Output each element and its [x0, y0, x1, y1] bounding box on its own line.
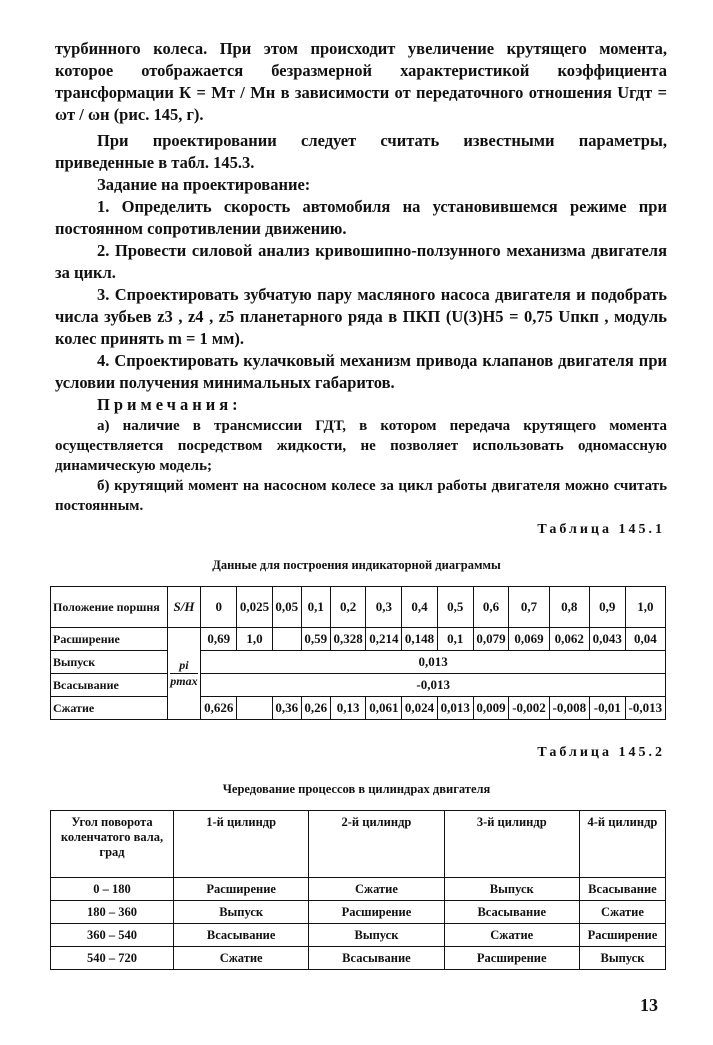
table-row [51, 901, 666, 924]
header-cell: 1,0 [625, 587, 665, 628]
cell: 0,013 [437, 697, 473, 720]
header-cell: 0,8 [549, 587, 589, 628]
ratio-denominator: pmax [170, 674, 198, 688]
cell [272, 628, 301, 651]
table-header-row [51, 811, 666, 878]
header-cell: 0,025 [237, 587, 273, 628]
cell: 0,1 [437, 628, 473, 651]
cell: -0,013 [625, 697, 665, 720]
header-cell: 0,4 [402, 587, 438, 628]
cell [237, 697, 273, 720]
cell: 180 – 360 [51, 901, 174, 924]
cell: Всасывание [174, 924, 309, 947]
table-caption: Данные для построения индикаторной диаграммы [212, 558, 501, 572]
paragraph: При проектировании следует считать известными параметры, приведенные в табл. 145.3. [55, 131, 667, 172]
row-label: Всасывание [51, 674, 168, 697]
header-cell: 0,2 [330, 587, 366, 628]
header-cell: 0,5 [437, 587, 473, 628]
header-cell: 0,05 [272, 587, 301, 628]
cell: -0,002 [509, 697, 549, 720]
cell: -0,01 [589, 697, 625, 720]
cell: 0,079 [473, 628, 509, 651]
cell: Выпуск [174, 901, 309, 924]
cell: Выпуск [309, 924, 444, 947]
table-row [51, 628, 666, 651]
cell: 0,062 [549, 628, 589, 651]
header-cell: S/H [167, 587, 201, 628]
cell: Всасывание [444, 901, 579, 924]
cell: 0,013 [201, 651, 666, 674]
table-label: Таблица 145.2 [537, 745, 665, 760]
cylinder-table [50, 810, 666, 970]
ratio-cell [167, 628, 201, 720]
cell: 0,26 [301, 697, 330, 720]
table-row [51, 651, 666, 674]
cell: Сжатие [579, 901, 665, 924]
table-label: Таблица 145.1 [537, 522, 665, 537]
cell: Расширение [579, 924, 665, 947]
header-cell: 0,1 [301, 587, 330, 628]
note: а) наличие в трансмиссии ГДТ, в котором передача крутящего момента осуществляется посредством жидкости, не позволяет использовать одномассную динамическую модель; [55, 418, 667, 474]
cell: 0,148 [402, 628, 438, 651]
page-number: 13 [640, 995, 658, 1015]
row-label: Сжатие [51, 697, 168, 720]
cell: 0,04 [625, 628, 665, 651]
table-row [51, 697, 666, 720]
row-label: Расширение [51, 628, 168, 651]
table-caption: Чередование процессов в цилиндрах двигателя [222, 782, 491, 796]
cell: -0,008 [549, 697, 589, 720]
header-cell: Положение поршня [51, 587, 168, 628]
cell: Всасывание [309, 947, 444, 970]
cell: 0,13 [330, 697, 366, 720]
cell: 1,0 [237, 628, 273, 651]
cell: 0,626 [201, 697, 237, 720]
cell: 0,214 [366, 628, 402, 651]
task-item: 4. Спроектировать кулачковый механизм привода клапанов двигателя при условии получения минимальных габаритов. [55, 351, 667, 392]
cell: Расширение [444, 947, 579, 970]
notes-heading: Примечания: [97, 395, 242, 414]
header-cell: 2-й цилиндр [309, 811, 444, 878]
cell: Сжатие [444, 924, 579, 947]
cell: 0,009 [473, 697, 509, 720]
row-label: Выпуск [51, 651, 168, 674]
task-item: 3. Спроектировать зубчатую пару масляного насоса двигателя и подобрать числа зубьев z3 , z4 , z5 планетарного ряда в ПКП (U(3)H5 = 0,75 Uпкп , модуль колес принять m = 1 мм). [55, 285, 667, 348]
cell: Расширение [309, 901, 444, 924]
header-cell: 0,6 [473, 587, 509, 628]
cell: 0,024 [402, 697, 438, 720]
cell: 0 – 180 [51, 878, 174, 901]
task-heading: Задание на проектирование: [97, 175, 311, 194]
table-row [51, 878, 666, 901]
header-cell: 0,9 [589, 587, 625, 628]
cell: Сжатие [174, 947, 309, 970]
cell: Выпуск [579, 947, 665, 970]
cell: Расширение [174, 878, 309, 901]
cell: 0,328 [330, 628, 366, 651]
header-cell: 4-й цилиндр [579, 811, 665, 878]
ratio-numerator: pi [170, 658, 197, 674]
table-header-row [51, 587, 666, 628]
cell: 540 – 720 [51, 947, 174, 970]
header-cell: Угол поворота коленчатого вала, град [51, 811, 174, 878]
table-row [51, 924, 666, 947]
header-cell: 0 [201, 587, 237, 628]
task-item: 1. Определить скорость автомобиля на установившемся режиме при постоянном сопротивлении движению. [55, 197, 667, 238]
cell: Выпуск [444, 878, 579, 901]
header-cell: 1-й цилиндр [174, 811, 309, 878]
cell: 0,043 [589, 628, 625, 651]
header-cell: 0,7 [509, 587, 549, 628]
cell: 0,069 [509, 628, 549, 651]
cell: Всасывание [579, 878, 665, 901]
table-row [51, 674, 666, 697]
cell: -0,013 [201, 674, 666, 697]
header-cell: 0,3 [366, 587, 402, 628]
cell: 0,69 [201, 628, 237, 651]
task-item: 2. Провести силовой анализ кривошипно-ползунного механизма двигателя за цикл. [55, 241, 667, 282]
indicator-table [50, 586, 666, 720]
cell: 0,36 [272, 697, 301, 720]
table-row [51, 947, 666, 970]
header-cell: 3-й цилиндр [444, 811, 579, 878]
cell: 360 – 540 [51, 924, 174, 947]
paragraph: турбинного колеса. При этом происходит увеличение крутящего момента, которое отображается безразмерной характеристикой коэффициента трансформации К = Mт / Mн в зависимости от передаточного отношения Uгдт = ωт / ωн (рис. 145, г). [55, 39, 667, 124]
cell: 0,061 [366, 697, 402, 720]
note: б) крутящий момент на насосном колесе за цикл работы двигателя можно считать постоянным. [55, 478, 667, 514]
body-text [55, 38, 667, 516]
cell: 0,59 [301, 628, 330, 651]
cell: Сжатие [309, 878, 444, 901]
